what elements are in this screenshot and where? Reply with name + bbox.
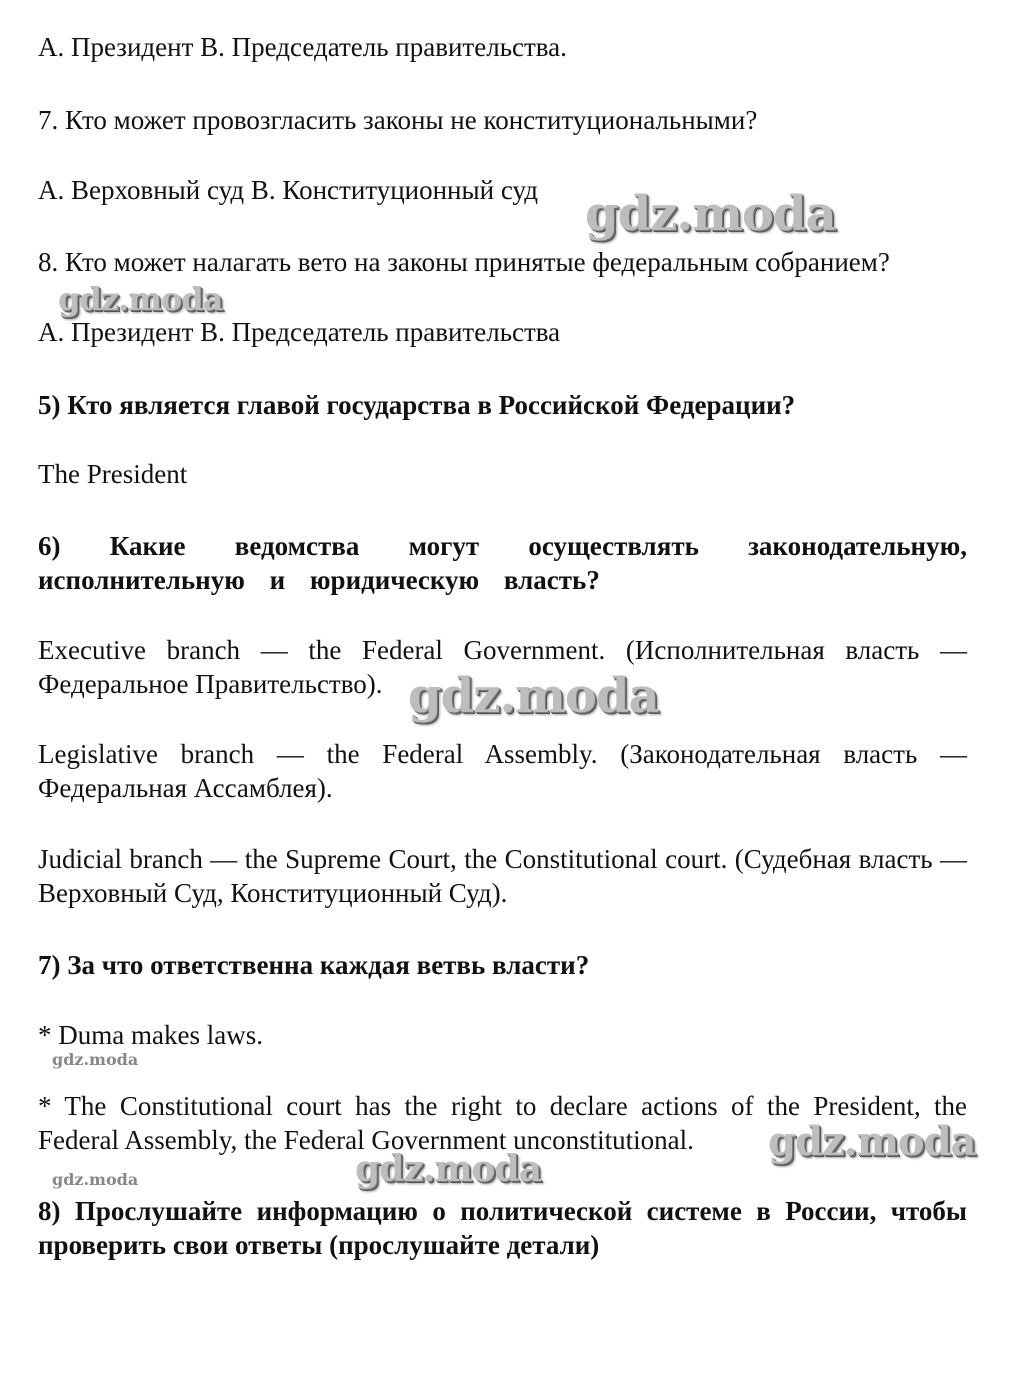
watermark: gdz.moda (52, 1170, 139, 1189)
question-6-answer: Legislative branch — the Federal Assembly. (Законодательная власть — Федеральная Ассамблея). (38, 739, 967, 803)
watermark: gdz.moda (52, 1050, 139, 1069)
question-line: 7. Кто может провозгласить законы не конституциональными? (38, 105, 758, 135)
watermark: gdz.moda (408, 668, 659, 724)
question-7-answer: * Duma makes laws. (38, 1020, 263, 1050)
question-7-answer: * The Constitutional court has the right to declare actions of the President, the Federal Assembly, the Federal Government unconstitutional. (38, 1091, 967, 1155)
question-6-answer: Executive branch — the Federal Government. (Исполнительная власть — Федеральное Правительство). (38, 635, 967, 699)
answer-line: А. Верховный суд В. Конституционный суд (38, 175, 539, 205)
question-line: 8. Кто может налагать вето на законы принятые федеральным собранием? (38, 247, 890, 277)
watermark: gdz.moda (355, 1148, 541, 1190)
answer-line: А. Президент В. Председатель правительства. (38, 32, 567, 62)
question-6-title: 6) Какие ведомства могут осуществлять законодательную, исполнительную и юридическую власть? (38, 531, 967, 595)
watermark: gdz.moda (58, 280, 223, 318)
answer-line: А. Президент В. Председатель правительства (38, 317, 561, 347)
question-5-title: 5) Кто является главой государства в Российской Федерации? (38, 390, 796, 420)
watermark: gdz.moda (585, 186, 836, 242)
watermark: gdz.moda (768, 1118, 976, 1165)
question-5-answer: The President (38, 459, 188, 489)
question-7-title: 7) За что ответственна каждая ветвь власти? (38, 950, 590, 980)
question-8-title: 8) Прослушайте информацию о политической системе в России, чтобы проверить свои ответы (прослушайте детали) (38, 1196, 967, 1260)
question-6-answer: Judicial branch — the Supreme Court, the Constitutional court. (Судебная власть — Верховный Суд, Конституционный Суд). (38, 844, 967, 908)
